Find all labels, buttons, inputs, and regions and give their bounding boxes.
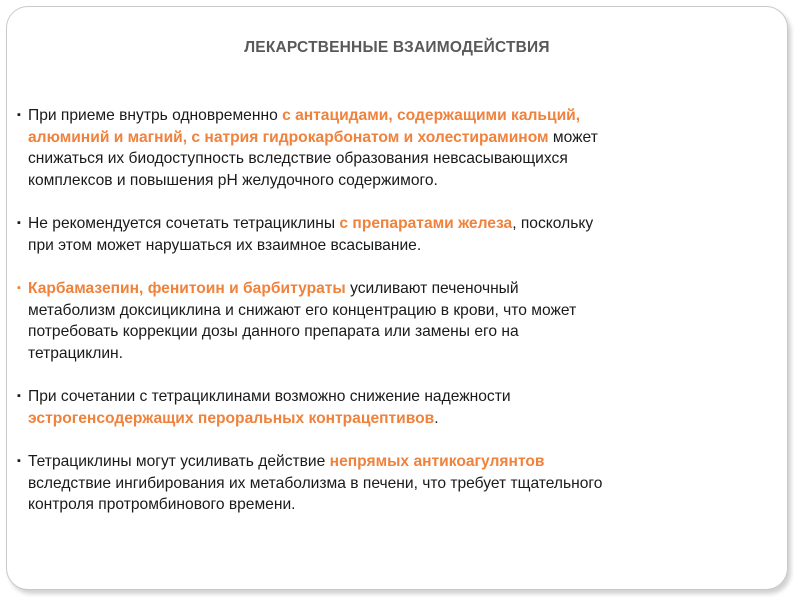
bullet-line <box>28 148 777 170</box>
bullet-item <box>17 105 777 191</box>
bullet-item <box>17 213 777 256</box>
highlighted-text: с антацидами, содержащими кальций, <box>282 107 581 124</box>
body-text: при этом может нарушаться их взаимное всасывание. <box>28 236 422 254</box>
body-text: тетрациклин. <box>28 344 124 362</box>
bullet-item <box>17 278 777 364</box>
bullet-line <box>28 494 777 516</box>
body-text: . <box>434 409 439 427</box>
bullet-line <box>28 300 777 322</box>
body-text: Не рекомендуется сочетать тетрациклины <box>28 215 340 232</box>
bullet-line <box>28 343 777 365</box>
bullet-item <box>17 451 777 516</box>
body-text: Тетрациклины могут усиливать действие <box>28 453 330 470</box>
bullet-item <box>17 386 777 429</box>
bullet-marker-icon: ▪ <box>17 282 21 294</box>
body-text: При приеме внутрь одновременно <box>28 107 283 124</box>
bullet-marker-icon: ▪ <box>17 217 21 229</box>
bullet-line <box>28 321 777 343</box>
bullet-line <box>28 386 777 408</box>
bullet-marker-icon: ▪ <box>17 109 21 121</box>
highlighted-text: Карбамазепин, фенитоин и барбитураты <box>28 280 346 297</box>
body-text: , поскольку <box>512 215 594 232</box>
bullet-line <box>28 278 777 300</box>
bullet-list <box>17 105 777 538</box>
bullet-line <box>28 408 777 430</box>
body-text: потребовать коррекции дозы данного препарата или замены его на <box>28 323 519 340</box>
body-text: комплексов и повышения рН желудочного содержимого. <box>28 171 438 189</box>
highlighted-text: эстрогенсодержащих пероральных контрацептивов <box>28 409 435 427</box>
bullet-line <box>28 213 777 235</box>
bullet-line <box>28 127 777 149</box>
body-text: может <box>548 128 598 146</box>
bullet-line <box>28 473 777 495</box>
body-text: вследствие ингибирования их метаболизма в печени, что требует тщательного <box>28 474 603 492</box>
body-text: При сочетании с тетрациклинами возможно снижение надежности <box>28 388 511 405</box>
bullet-marker-icon: ▪ <box>17 390 21 402</box>
bullet-line <box>28 451 777 473</box>
bullet-line <box>28 235 777 257</box>
highlighted-text: с препаратами железа <box>339 215 513 232</box>
highlighted-text: непрямых антикоагулянтов <box>329 453 545 470</box>
body-text: снижаться их биодоступность вследствие образования невсасывающихся <box>28 150 568 167</box>
body-text: контроля протромбинового времени. <box>28 496 296 513</box>
bullet-line <box>28 105 777 127</box>
bullet-marker-icon: ▪ <box>17 455 21 467</box>
slide-title: ЛЕКАРСТВЕННЫЕ ВЗАИМОДЕЙСТВИЯ <box>244 39 550 56</box>
body-text: метаболизм доксициклина и снижают его концентрацию в крови, что может <box>28 301 577 319</box>
bullet-line <box>28 170 777 192</box>
slide-frame <box>6 6 788 590</box>
highlighted-text: алюминий и магний, с натрия гидрокарбонатом и холестирамином <box>28 128 549 146</box>
body-text: усиливают печеночный <box>345 280 519 297</box>
